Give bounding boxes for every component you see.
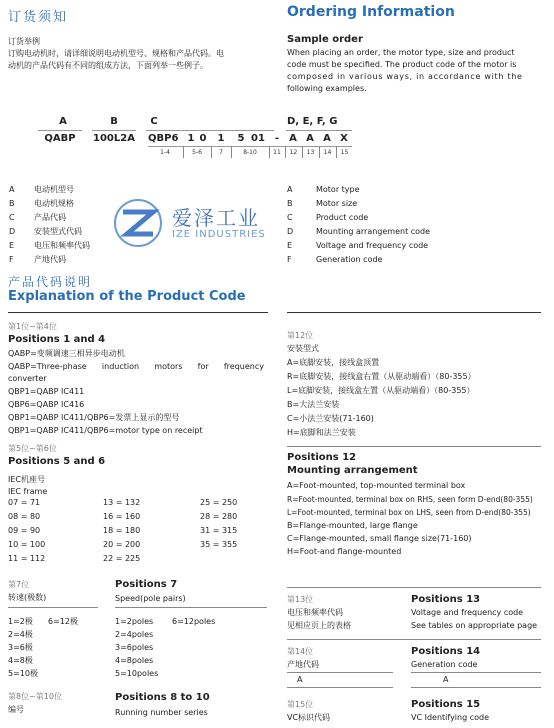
code-sub-15: 15	[340, 149, 349, 156]
pos1-4-line-2-word-3: motors	[154, 362, 183, 371]
pos12-cn-sub: 安装型式	[287, 344, 319, 353]
cn-sample-body-2: 动机的产品代码有不同的组成方法，下面列举一些例子。	[8, 61, 208, 70]
pos13-en-line-2: See tables on appropriate page	[411, 621, 538, 630]
legend-en-key-b: B	[287, 199, 293, 208]
legend-cn-val-f: 产地代码	[34, 255, 66, 264]
pos12-en-row-4: B=Flange-mounted, large flange	[287, 521, 418, 530]
code-sub-12: 12	[289, 149, 298, 156]
en-sample-body-4: following examples.	[287, 84, 367, 93]
frame-cell: 22 = 225	[103, 554, 141, 563]
en-title: Ordering Information	[287, 4, 455, 20]
pos12-cn-row-2: R=底脚安装，接线盒右置（从驱动端看）（80-355）	[287, 372, 476, 381]
pos7-cn-row-4: 4=8极	[8, 656, 33, 665]
pos1-4-line-6: QBP1=QABP IC411/QBP6=发票上显示的型号	[8, 413, 180, 422]
code-letter-c: C	[150, 116, 158, 127]
frame-cell: 31 = 315	[200, 526, 238, 535]
pos7-en-row-3: 3=6poles	[115, 643, 154, 652]
pos1-4-line-7: QBP1=QABP IC411/QBP6=motor type on receipt	[8, 426, 203, 435]
code-letter-b: B	[110, 116, 118, 127]
pos14-cn-line-1: 产地代码	[287, 660, 319, 669]
frame-cell: 07 = 71	[8, 498, 41, 507]
legend-cn-key-d: D	[9, 227, 16, 236]
watermark-cn: 爱泽工业	[172, 206, 260, 230]
code-digit-01: 01	[251, 133, 265, 144]
code-letter-pos14: A	[323, 133, 331, 144]
legend-en-key-c: C	[287, 213, 293, 222]
frame-cell: 09 = 90	[8, 526, 41, 535]
pos7-cn-row-2: 2=4极	[8, 630, 33, 639]
pos1-4-line-5: QBP6=QABP IC416	[8, 400, 85, 409]
en-sample-heading: Sample order	[287, 34, 363, 45]
cn-sample-body-1: 订购电动机时，请详细说明电动机型号、规格和产品代码。电	[8, 49, 224, 58]
pos7-cn-row-1: 1=2极	[8, 617, 33, 626]
pos7-cn-extra: 6=12极	[48, 617, 78, 626]
pos15-en: Positions 15	[411, 699, 481, 710]
en-sample-body-3: composed in various ways, in accordance with the	[287, 72, 523, 81]
code-sub-5-6: 5-6	[192, 149, 202, 156]
code-sub-14: 14	[323, 149, 332, 156]
code-digit-5: 5	[237, 133, 245, 144]
pos12-en-row-1: A=Foot-mounted, top-mounted terminal box	[287, 481, 466, 490]
legend-en-val-c: Product code	[316, 213, 369, 222]
pos12-en-row-2: R=Foot-mounted, terminal box on RHS, seen form D-end(80-355)	[287, 495, 533, 504]
pos14-cn: 第14位	[287, 647, 314, 656]
pos7-en-extra: 6=12poles	[172, 617, 216, 626]
legend-en-val-d: Mounting arrangement code	[316, 227, 431, 236]
cn-sample-heading: 订货举例	[8, 37, 40, 46]
code-letter-a: A	[59, 116, 67, 127]
pos7-en-row-4: 4=8poles	[115, 656, 154, 665]
frame-cell: 13 = 132	[103, 498, 141, 507]
code-sub-1-4: 1-4	[160, 149, 170, 156]
pos8-10-cn: 第8位~第10位	[8, 692, 62, 701]
pos14-en-line-1: Generation code	[411, 660, 478, 669]
legend-en-key-f: F	[287, 255, 292, 264]
pos1-4-line-2	[8, 361, 264, 373]
pos13-cn-line-2: 见相应页上的表格	[287, 621, 351, 630]
legend-cn-val-c: 产品代码	[34, 213, 66, 222]
pos12-cn-row-1: A=底脚安装，接线盒顶置	[287, 358, 380, 367]
pos1-4-line-3: converter	[8, 374, 47, 383]
pos12-cn-row-3: L=底脚安装，接线盒左置（从驱动端看）（80-355）	[287, 386, 475, 395]
pos1-4-line-2-word-1: QABP=Three-phase	[8, 362, 87, 371]
cn-title: 订货须知	[8, 10, 69, 25]
pos1-4-line-2-word-5: frequency	[223, 362, 264, 371]
frame-cell: 08 = 80	[8, 512, 41, 521]
pos12-en-row-6: H=Foot-and flange-mounted	[287, 547, 402, 556]
watermark-en: IZE INDUSTRIES	[172, 229, 266, 240]
explain-cn-title: 产品代码说明	[8, 275, 93, 289]
legend-en-val-e: Voltage and frequency code	[316, 241, 429, 250]
pos13-en-line-1: Voltage and frequency code	[411, 608, 524, 617]
code-qabp: QABP	[44, 133, 76, 144]
en-sample-body-1: When placing an order, the motor type, size and product	[287, 48, 515, 57]
code-letter-defg: D, E, F, G	[287, 116, 338, 127]
frame-cn-label: IEC机座号	[8, 475, 45, 484]
pos14-cn-value: A	[297, 675, 303, 684]
code-digit-0: 0	[199, 133, 207, 144]
pos12-cn-row-4: B=大法兰安装	[287, 400, 340, 409]
pos7-cn-row-3: 3=6极	[8, 643, 33, 652]
frame-cell: 16 = 160	[103, 512, 141, 521]
code-sub-8-10: 8-10	[243, 149, 257, 156]
legend-en-val-a: Motor type	[316, 185, 360, 194]
code-letter-pos12: A	[289, 133, 297, 144]
pos14-en: Positions 14	[411, 646, 481, 657]
code-sub-7: 7	[219, 149, 223, 156]
legend-cn-key-a: A	[9, 185, 15, 194]
code-digit-pos7: 1	[217, 133, 225, 144]
pos12-en-row-5: C=Flange-mounted, small flange size(71-160)	[287, 534, 472, 543]
legend-cn-val-b: 电动机规格	[34, 199, 74, 208]
pos7-en-row-2: 2=4poles	[115, 630, 154, 639]
frame-cell: 35 = 355	[200, 540, 238, 549]
code-digit-1: 1	[187, 133, 195, 144]
legend-cn-val-e: 电压和频率代码	[34, 241, 90, 250]
pos7-cn: 第7位	[8, 580, 30, 589]
pos7-en-row-5: 5=10poles	[115, 669, 159, 678]
frame-cell: 25 = 250	[200, 498, 238, 507]
pos14-en-value: A	[443, 675, 449, 684]
legend-en-val-b: Motor size	[316, 199, 358, 208]
legend-en-val-f: Generation code	[316, 255, 383, 264]
pos5-6-en: Positions 5 and 6	[8, 456, 106, 467]
frame-cell: 11 = 112	[8, 554, 46, 563]
legend-cn-val-d: 安装型式代码	[34, 227, 82, 236]
pos15-en-line-1: VC Identifying code	[411, 713, 490, 722]
pos13-en: Positions 13	[411, 594, 481, 605]
pos8-10-cn-sub: 编号	[8, 705, 24, 714]
pos7-en-sub: Speed(pole pairs)	[115, 594, 186, 603]
frame-cell: 18 = 180	[103, 526, 141, 535]
en-sample-body-2: code must be specified. The product code of the motor is	[287, 60, 517, 69]
legend-en-key-e: E	[287, 241, 293, 250]
code-sub-11: 11	[273, 149, 281, 156]
pos1-4-line-2-word-4: for	[197, 362, 209, 371]
pos8-10-en: Positions 8 to 10	[115, 692, 210, 703]
pos12-cn-row-5: C=小法兰安装(71-160)	[287, 414, 374, 423]
legend-cn-val-a: 电动机型号	[34, 185, 74, 194]
legend-cn-key-e: E	[9, 241, 15, 250]
legend-en-key-a: A	[287, 185, 293, 194]
frame-cell: 28 = 280	[200, 512, 238, 521]
pos1-4-line-4: QBP1=QABP IC411	[8, 387, 85, 396]
frame-en-label: IEC frame	[8, 487, 48, 496]
pos7-cn-row-5: 5=10极	[8, 669, 38, 678]
frame-cell: 20 = 200	[103, 540, 141, 549]
pos15-cn-line-1: VC标识代码	[287, 713, 331, 722]
legend-cn-key-f: F	[9, 255, 14, 264]
code-qbp6: QBP6	[148, 133, 179, 144]
explain-en-title: Explanation of the Product Code	[8, 289, 246, 304]
pos13-cn-line-1: 电压和频率代码	[287, 608, 343, 617]
legend-en-key-d: D	[287, 227, 294, 236]
code-sub-13: 13	[306, 149, 315, 156]
pos15-cn: 第15位	[287, 700, 314, 709]
pos7-en-row-1: 1=2poles	[115, 617, 154, 626]
pos13-cn: 第13位	[287, 595, 314, 604]
ize-logo	[113, 198, 163, 248]
pos1-4-line-2-word-2: induction	[101, 362, 140, 371]
pos1-4-en: Positions 1 and 4	[8, 334, 106, 345]
legend-cn-key-c: C	[9, 213, 15, 222]
pos12-cn: 第12位	[287, 331, 314, 340]
pos5-6-cn: 第5位~第6位	[8, 444, 57, 453]
pos7-cn-sub: 转速(极数)	[8, 593, 47, 602]
pos7-en: Positions 7	[115, 579, 178, 590]
code-size: 100L2A	[93, 133, 135, 144]
code-letter-pos13: A	[306, 133, 314, 144]
pos1-4-line-1: QABP=变频调速三相异步电动机	[8, 349, 125, 358]
pos12-en-sub: Mounting arrangement	[287, 465, 418, 476]
pos12-cn-row-6: H=底脚和法兰安装	[287, 428, 356, 437]
pos1-4-cn: 第1位~第4位	[8, 322, 57, 331]
frame-cell: 10 = 100	[8, 540, 46, 549]
code-dash: -	[274, 133, 280, 144]
pos12-en: Positions 12	[287, 452, 357, 463]
pos12-en-row-3: L=Foot-mounted, terminal box on LHS, seen from D-end(80-355)	[287, 508, 531, 517]
legend-cn-key-b: B	[9, 199, 15, 208]
code-letter-pos15: X	[340, 133, 348, 144]
pos8-10-en-sub: Running number series	[115, 708, 208, 717]
